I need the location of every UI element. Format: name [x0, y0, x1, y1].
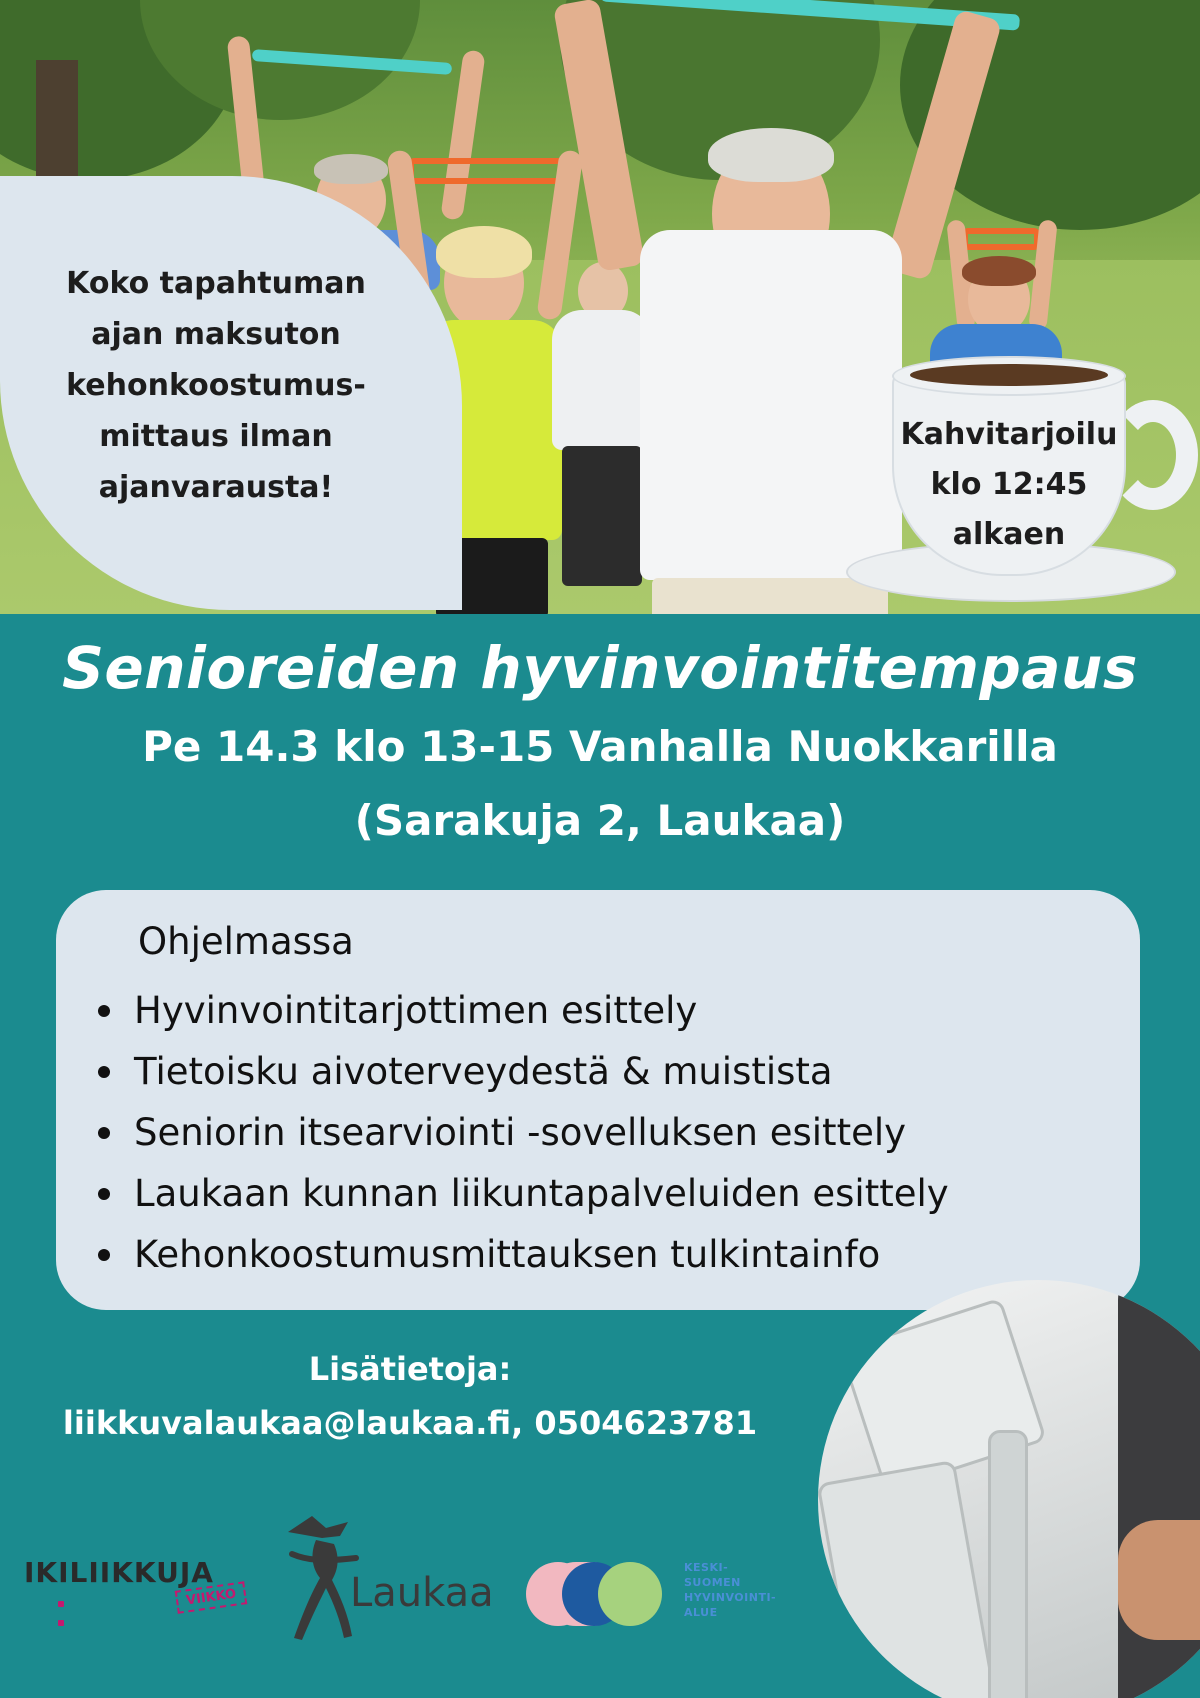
- bullet-icon: [98, 1188, 110, 1200]
- free-measurement-bubble: [0, 176, 462, 610]
- ikiliikkuja-logo: IKILIIKKUJA VIIKKO: [24, 1556, 214, 1589]
- logo-org-name: KESKI- SUOMEN HYVINVOINTI- ALUE: [684, 1561, 777, 1619]
- list-item: Kehonkoostumusmittauksen tulkintainfo: [96, 1224, 949, 1285]
- coffee-surface: [910, 364, 1108, 386]
- program-list: [96, 980, 949, 1285]
- event-title: Senioreiden hyvinvointitempaus: [62, 634, 1138, 702]
- bullet-icon: [98, 1249, 110, 1261]
- contact-details[interactable]: liikkuvalaukaa@laukaa.fi, 0504623781: [62, 1404, 758, 1442]
- coffee-text: Kahvitarjoilu klo 12:45 alkaen: [900, 417, 1118, 552]
- bullet-icon: [98, 1066, 110, 1078]
- bullet-icon: [98, 1127, 110, 1139]
- logo-dots-icon: [58, 1592, 74, 1598]
- hero-photo: [0, 0, 1200, 614]
- list-item: Seniorin itsearviointi -sovelluksen esittely: [96, 1102, 949, 1163]
- free-measurement-text: Koko tapahtuman ajan maksuton kehonkoostumus- mittaus ilman ajanvarausta!: [66, 265, 366, 505]
- coffee-cup: [846, 356, 1186, 608]
- contact-label: Lisätietoja:: [308, 1350, 512, 1388]
- list-item: Tietoisku aivoterveydestä & muistista: [96, 1041, 949, 1102]
- event-date-place: Pe 14.3 klo 13-15 Vanhalla Nuokkarilla: [142, 722, 1058, 771]
- bullet-icon: [98, 1005, 110, 1017]
- list-item: Laukaan kunnan liikuntapalveluiden esittely: [96, 1163, 949, 1224]
- program-panel: [56, 890, 1140, 1310]
- keski-suomen-hyvinvointialue-logo: [526, 1558, 826, 1628]
- measurement-device-photo: [818, 1280, 1200, 1698]
- laukaa-logo: Laukaa: [282, 1514, 502, 1644]
- list-item: Hyvinvointitarjottimen esittely: [96, 980, 949, 1041]
- program-heading: Ohjelmassa: [138, 920, 354, 963]
- event-address: (Sarakuja 2, Laukaa): [354, 796, 846, 845]
- cup-body: [892, 370, 1126, 576]
